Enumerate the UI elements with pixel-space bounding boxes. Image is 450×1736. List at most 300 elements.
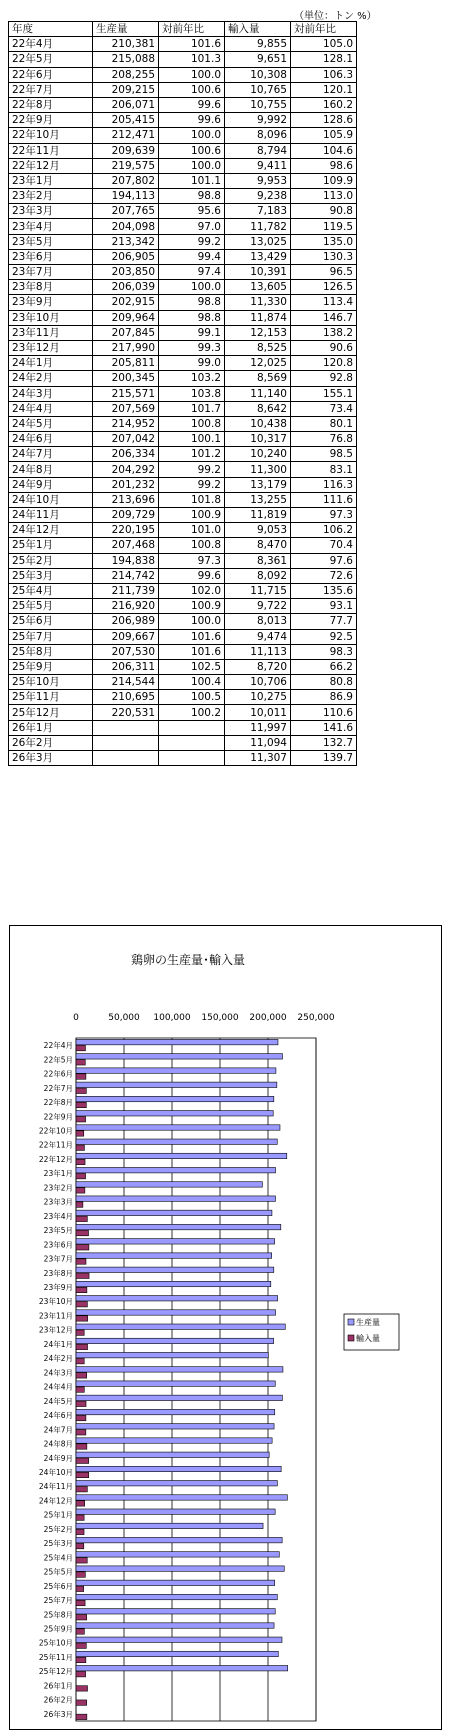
bar-imports (76, 1045, 85, 1050)
cell-production: 216,920 (93, 599, 159, 614)
cell-production-yoy: 98.8 (159, 189, 225, 204)
cell-imports: 8,569 (225, 371, 291, 386)
cell-production-yoy: 100.0 (159, 614, 225, 629)
cell-production-yoy: 100.0 (159, 280, 225, 295)
cell-imports: 11,094 (225, 735, 291, 750)
cell-production-yoy: 103.2 (159, 371, 225, 386)
cell-month: 23年6月 (9, 249, 93, 264)
y-tick-label: 25年8月 (43, 1610, 73, 1620)
cell-month: 23年1月 (9, 173, 93, 188)
bar-production (76, 1139, 277, 1144)
cell-imports-yoy: 146.7 (291, 310, 357, 325)
bar-production (76, 1068, 276, 1073)
bar-production (76, 1153, 287, 1158)
table-row (9, 705, 357, 720)
cell-imports: 10,706 (225, 675, 291, 690)
cell-imports-yoy: 73.4 (291, 401, 357, 416)
cell-imports-yoy: 132.7 (291, 735, 357, 750)
bar-imports (76, 1529, 84, 1534)
legend-label: 輸入量 (356, 1334, 380, 1343)
cell-imports: 8,092 (225, 568, 291, 583)
cell-production: 201,232 (93, 477, 159, 492)
cell-imports-yoy: 105.9 (291, 128, 357, 143)
table-row (9, 158, 357, 173)
bar-imports (76, 1558, 87, 1563)
x-tick-label: 250,000 (297, 1013, 335, 1023)
cell-production-yoy: 100.0 (159, 128, 225, 143)
cell-production-yoy: 99.6 (159, 568, 225, 583)
cell-production-yoy: 101.7 (159, 401, 225, 416)
y-tick-label: 22年9月 (43, 1112, 73, 1122)
cell-month: 23年8月 (9, 280, 93, 295)
cell-month: 23年11月 (9, 325, 93, 340)
bar-production (76, 1210, 272, 1215)
table-row (9, 219, 357, 234)
bar-production (76, 1438, 272, 1443)
cell-production-yoy: 103.8 (159, 386, 225, 401)
cell-imports-yoy: 80.1 (291, 416, 357, 431)
y-tick-label: 22年10月 (38, 1126, 73, 1136)
bar-imports (76, 1444, 87, 1449)
cell-production-yoy (159, 735, 225, 750)
cell-imports-yoy: 155.1 (291, 386, 357, 401)
cell-production: 209,215 (93, 82, 159, 97)
bar-production (76, 1096, 274, 1101)
cell-production: 206,905 (93, 249, 159, 264)
bar-production (76, 1196, 275, 1201)
cell-imports: 10,308 (225, 67, 291, 82)
table-row (9, 659, 357, 674)
bar-production (76, 1296, 278, 1301)
cell-production-yoy: 102.0 (159, 583, 225, 598)
cell-month: 25年6月 (9, 614, 93, 629)
bar-imports (76, 1102, 86, 1107)
cell-imports-yoy: 160.2 (291, 97, 357, 112)
cell-production (93, 751, 159, 766)
table-row (9, 720, 357, 735)
bar-imports (76, 1401, 86, 1406)
cell-imports: 11,307 (225, 751, 291, 766)
table-row (9, 325, 357, 340)
cell-imports-yoy: 76.8 (291, 432, 357, 447)
bar-imports (76, 1259, 86, 1264)
cell-month: 25年5月 (9, 599, 93, 614)
cell-month: 22年10月 (9, 128, 93, 143)
cell-production: 210,381 (93, 37, 159, 52)
table-row (9, 82, 357, 97)
table-row (9, 477, 357, 492)
bar-production (76, 1495, 287, 1500)
cell-imports: 11,140 (225, 386, 291, 401)
y-tick-label: 24年8月 (43, 1439, 73, 1449)
bar-production (76, 1167, 275, 1172)
bar-production (76, 1424, 274, 1429)
table-row (9, 37, 357, 52)
cell-imports-yoy: 119.5 (291, 219, 357, 234)
table-row (9, 234, 357, 249)
bar-production (76, 1338, 274, 1343)
y-tick-label: 24年1月 (43, 1339, 73, 1349)
cell-production-yoy (159, 720, 225, 735)
cell-production: 206,989 (93, 614, 159, 629)
cell-imports: 8,525 (225, 340, 291, 355)
cell-production-yoy: 99.6 (159, 97, 225, 112)
cell-production (93, 720, 159, 735)
cell-imports: 10,240 (225, 447, 291, 462)
bar-imports (76, 1245, 89, 1250)
cell-production: 206,071 (93, 97, 159, 112)
cell-production: 214,952 (93, 416, 159, 431)
cell-imports: 10,317 (225, 432, 291, 447)
bar-production (76, 1552, 279, 1557)
cell-imports-yoy: 93.1 (291, 599, 357, 614)
cell-month: 25年12月 (9, 705, 93, 720)
bar-imports (76, 1387, 84, 1392)
cell-imports: 13,605 (225, 280, 291, 295)
y-tick-label: 23年11月 (38, 1311, 73, 1321)
cell-production: 200,345 (93, 371, 159, 386)
table-row (9, 401, 357, 416)
y-tick-label: 23年8月 (43, 1268, 73, 1278)
cell-month: 25年10月 (9, 675, 93, 690)
cell-imports-yoy: 66.2 (291, 659, 357, 674)
cell-production-yoy: 95.6 (159, 204, 225, 219)
cell-imports: 9,238 (225, 189, 291, 204)
cell-month: 23年2月 (9, 189, 93, 204)
cell-imports: 13,179 (225, 477, 291, 492)
y-tick-label: 24年11月 (38, 1482, 73, 1492)
y-tick-label: 23年1月 (43, 1169, 73, 1179)
table-body (9, 37, 357, 766)
cell-month: 25年11月 (9, 690, 93, 705)
y-tick-label: 26年2月 (43, 1695, 73, 1705)
cell-imports-yoy: 105.0 (291, 37, 357, 52)
table-row (9, 675, 357, 690)
cell-production-yoy: 100.8 (159, 416, 225, 431)
cell-imports-yoy: 90.8 (291, 204, 357, 219)
cell-production-yoy: 99.3 (159, 340, 225, 355)
cell-production: 213,696 (93, 492, 159, 507)
y-tick-label: 25年9月 (43, 1624, 73, 1634)
cell-month: 22年7月 (9, 82, 93, 97)
bar-imports (76, 1600, 85, 1605)
cell-imports: 8,013 (225, 614, 291, 629)
cell-imports: 10,438 (225, 416, 291, 431)
cell-production: 209,667 (93, 629, 159, 644)
cell-production: 210,695 (93, 690, 159, 705)
table-row (9, 538, 357, 553)
cell-production-yoy: 100.1 (159, 432, 225, 447)
cell-production: 213,342 (93, 234, 159, 249)
bar-production (76, 1352, 268, 1357)
table-row (9, 340, 357, 355)
cell-production: 206,334 (93, 447, 159, 462)
table-row (9, 735, 357, 750)
cell-production: 207,042 (93, 432, 159, 447)
cell-imports-yoy: 90.6 (291, 340, 357, 355)
cell-imports: 11,997 (225, 720, 291, 735)
y-tick-label: 25年10月 (38, 1638, 73, 1648)
table-row (9, 143, 357, 158)
bar-imports (76, 1629, 84, 1634)
bar-production (76, 1481, 277, 1486)
bar-imports (76, 1173, 86, 1178)
y-tick-label: 24年2月 (43, 1354, 73, 1364)
bar-imports (76, 1358, 84, 1363)
cell-production: 219,575 (93, 158, 159, 173)
bar-imports (76, 1373, 87, 1378)
y-tick-label: 24年3月 (43, 1368, 73, 1378)
cell-month: 22年12月 (9, 158, 93, 173)
cell-month: 26年2月 (9, 735, 93, 750)
cell-production-yoy: 100.5 (159, 690, 225, 705)
cell-production-yoy: 97.4 (159, 265, 225, 280)
cell-production: 204,292 (93, 462, 159, 477)
cell-month: 22年6月 (9, 67, 93, 82)
cell-production-yoy (159, 751, 225, 766)
bar-imports (76, 1515, 84, 1520)
cell-imports: 8,361 (225, 553, 291, 568)
y-tick-label: 25年12月 (38, 1667, 73, 1677)
cell-imports: 9,651 (225, 52, 291, 67)
y-tick-label: 24年4月 (43, 1382, 73, 1392)
header-production: 生産量 (93, 22, 159, 37)
cell-month: 23年7月 (9, 265, 93, 280)
bar-imports (76, 1657, 86, 1662)
y-tick-label: 24年9月 (43, 1453, 73, 1463)
cell-month: 25年3月 (9, 568, 93, 583)
y-tick-label: 25年5月 (43, 1567, 73, 1577)
table-row (9, 249, 357, 264)
cell-production: 202,915 (93, 295, 159, 310)
cell-imports-yoy: 98.5 (291, 447, 357, 462)
cell-imports: 12,025 (225, 356, 291, 371)
bar-production (76, 1466, 281, 1471)
cell-imports: 9,411 (225, 158, 291, 173)
bar-imports (76, 1074, 86, 1079)
cell-production-yoy: 97.3 (159, 553, 225, 568)
cell-production: 206,311 (93, 659, 159, 674)
cell-imports-yoy: 83.1 (291, 462, 357, 477)
cell-month: 23年3月 (9, 204, 93, 219)
table-row (9, 386, 357, 401)
unit-label: （単位：トン %） (294, 11, 377, 22)
cell-imports-yoy: 98.3 (291, 644, 357, 659)
y-tick-label: 26年1月 (43, 1681, 73, 1691)
cell-production-yoy: 99.6 (159, 113, 225, 128)
table-row (9, 492, 357, 507)
cell-month: 25年1月 (9, 538, 93, 553)
cell-production-yoy: 100.6 (159, 82, 225, 97)
cell-production: 203,850 (93, 265, 159, 280)
header-production-yoy: 対前年比 (159, 22, 225, 37)
cell-month: 26年3月 (9, 751, 93, 766)
y-tick-label: 23年3月 (43, 1197, 73, 1207)
cell-month: 24年2月 (9, 371, 93, 386)
bar-imports (76, 1487, 87, 1492)
bar-imports (76, 1316, 88, 1321)
cell-production: 207,765 (93, 204, 159, 219)
y-tick-label: 24年10月 (38, 1467, 73, 1477)
cell-production-yoy: 101.1 (159, 173, 225, 188)
table-row (9, 128, 357, 143)
cell-production-yoy: 99.0 (159, 356, 225, 371)
cell-imports-yoy: 128.1 (291, 52, 357, 67)
y-tick-label: 22年12月 (38, 1154, 73, 1164)
bar-production (76, 1566, 284, 1571)
cell-imports-yoy: 113.0 (291, 189, 357, 204)
cell-month: 25年4月 (9, 583, 93, 598)
cell-month: 23年12月 (9, 340, 93, 355)
cell-month: 25年9月 (9, 659, 93, 674)
table-row (9, 508, 357, 523)
cell-production (93, 735, 159, 750)
cell-imports-yoy: 120.1 (291, 82, 357, 97)
cell-imports: 9,953 (225, 173, 291, 188)
cell-production: 209,964 (93, 310, 159, 325)
y-tick-label: 25年3月 (43, 1539, 73, 1549)
cell-imports-yoy: 72.6 (291, 568, 357, 583)
bar-production (76, 1039, 278, 1044)
y-tick-label: 24年5月 (43, 1396, 73, 1406)
bar-imports (76, 1287, 87, 1292)
table-row (9, 447, 357, 462)
cell-production-yoy: 101.0 (159, 523, 225, 538)
bar-imports (76, 1159, 85, 1164)
cell-production-yoy: 101.6 (159, 37, 225, 52)
cell-production: 194,838 (93, 553, 159, 568)
x-tick-label: 100,000 (153, 1013, 191, 1023)
table-row (9, 553, 357, 568)
y-tick-label: 24年6月 (43, 1411, 73, 1421)
cell-imports-yoy: 98.6 (291, 158, 357, 173)
y-tick-label: 23年9月 (43, 1283, 73, 1293)
y-tick-label: 25年6月 (43, 1581, 73, 1591)
cell-production: 214,742 (93, 568, 159, 583)
cell-production: 214,544 (93, 675, 159, 690)
cell-month: 24年4月 (9, 401, 93, 416)
y-tick-label: 24年7月 (43, 1425, 73, 1435)
table-row (9, 432, 357, 447)
cell-production: 212,471 (93, 128, 159, 143)
cell-production: 205,811 (93, 356, 159, 371)
cell-production-yoy: 101.6 (159, 629, 225, 644)
bar-production (76, 1637, 282, 1642)
cell-production-yoy: 97.0 (159, 219, 225, 234)
cell-imports-yoy: 104.6 (291, 143, 357, 158)
cell-month: 22年11月 (9, 143, 93, 158)
bar-imports (76, 1060, 85, 1065)
table-row (9, 462, 357, 477)
table-row (9, 614, 357, 629)
y-tick-label: 22年6月 (43, 1069, 73, 1079)
bar-production (76, 1395, 282, 1400)
cell-production-yoy: 100.6 (159, 143, 225, 158)
cell-imports-yoy: 97.6 (291, 553, 357, 568)
bar-imports (76, 1302, 87, 1307)
cell-imports-yoy: 96.5 (291, 265, 357, 280)
cell-imports: 10,765 (225, 82, 291, 97)
cell-imports: 8,470 (225, 538, 291, 553)
cell-imports: 11,874 (225, 310, 291, 325)
y-tick-label: 25年11月 (38, 1652, 73, 1662)
y-tick-label: 22年7月 (43, 1083, 73, 1093)
cell-production: 220,195 (93, 523, 159, 538)
bar-production (76, 1623, 274, 1628)
bar-imports (76, 1671, 86, 1676)
cell-month: 24年3月 (9, 386, 93, 401)
bar-imports (76, 1615, 87, 1620)
bar-imports (76, 1501, 85, 1506)
cell-production: 207,569 (93, 401, 159, 416)
table-header-row (9, 22, 357, 37)
cell-imports-yoy: 70.4 (291, 538, 357, 553)
bar-production (76, 1666, 288, 1671)
bar-production (76, 1523, 263, 1528)
cell-month: 23年4月 (9, 219, 93, 234)
cell-imports: 10,755 (225, 97, 291, 112)
cell-imports: 9,474 (225, 629, 291, 644)
table-row (9, 310, 357, 325)
y-tick-label: 23年10月 (38, 1297, 73, 1307)
table-row (9, 644, 357, 659)
bar-production (76, 1054, 282, 1059)
cell-imports-yoy: 130.3 (291, 249, 357, 264)
cell-month: 23年10月 (9, 310, 93, 325)
table-row (9, 280, 357, 295)
cell-imports-yoy: 135.0 (291, 234, 357, 249)
legend-swatch (348, 1335, 354, 1341)
y-tick-label: 24年12月 (38, 1496, 73, 1506)
cell-production-yoy: 100.8 (159, 538, 225, 553)
bar-production (76, 1509, 275, 1514)
y-tick-label: 26年3月 (43, 1709, 73, 1719)
cell-production: 220,531 (93, 705, 159, 720)
cell-imports-yoy: 126.5 (291, 280, 357, 295)
bar-imports (76, 1117, 86, 1122)
bar-chart (10, 926, 441, 1729)
cell-imports-yoy: 106.2 (291, 523, 357, 538)
y-tick-label: 25年1月 (43, 1510, 73, 1520)
cell-production-yoy: 99.1 (159, 325, 225, 340)
cell-imports-yoy: 120.8 (291, 356, 357, 371)
cell-imports: 10,391 (225, 265, 291, 280)
y-tick-label: 23年5月 (43, 1226, 73, 1236)
table-row (9, 97, 357, 112)
bar-production (76, 1651, 278, 1656)
cell-imports-yoy: 106.3 (291, 67, 357, 82)
bar-production (76, 1281, 271, 1286)
table-row (9, 356, 357, 371)
cell-imports-yoy: 77.7 (291, 614, 357, 629)
cell-month: 24年11月 (9, 508, 93, 523)
cell-production: 215,088 (93, 52, 159, 67)
x-tick-label: 0 (73, 1013, 79, 1023)
bar-production (76, 1125, 280, 1130)
cell-production: 208,255 (93, 67, 159, 82)
bar-production (76, 1381, 275, 1386)
cell-imports: 13,025 (225, 234, 291, 249)
bar-imports (76, 1230, 89, 1235)
cell-imports: 11,715 (225, 583, 291, 598)
chart-area (9, 925, 442, 1730)
bar-production (76, 1580, 275, 1585)
cell-imports: 7,183 (225, 204, 291, 219)
cell-imports-yoy: 97.3 (291, 508, 357, 523)
cell-imports: 10,011 (225, 705, 291, 720)
bar-production (76, 1594, 277, 1599)
cell-imports-yoy: 139.7 (291, 751, 357, 766)
